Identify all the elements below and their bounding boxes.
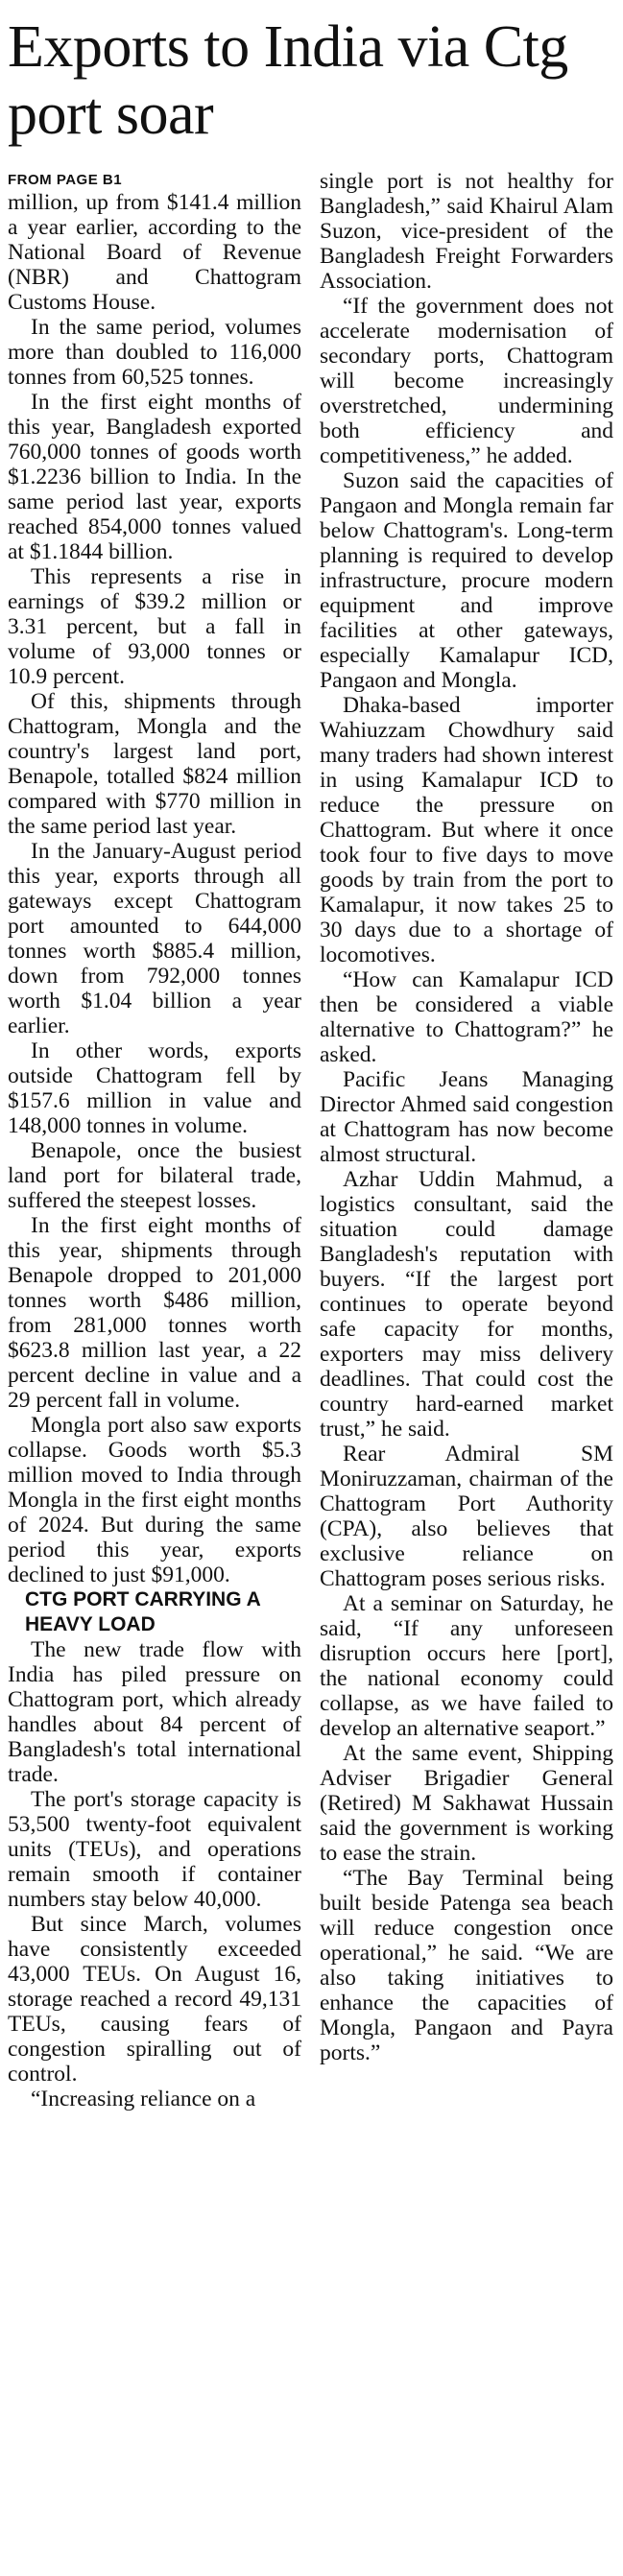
paragraph: At the same event, Shipping Adviser Brigadier General (Retired) M Sakhawat Hussain said the government is working to ease the strain. — [320, 1741, 613, 1866]
paragraph: In the January-August period this year, exports through all gateways except Chattogram port amounted to 644,000 tonnes worth $885.4 million, down from 792,000 tonnes worth $1.04 billion a year earlier. — [8, 839, 301, 1038]
paragraph: At a seminar on Saturday, he said, “If any unforeseen disruption occurs here [port], the national economy could collapse, as we have failed to develop an alternative seaport.” — [320, 1591, 613, 1741]
paragraph: This represents a rise in earnings of $39.2 million or 3.31 percent, but a fall in volume of 93,000 tonnes or 10.9 percent. — [8, 564, 301, 689]
paragraph: The port's storage capacity is 53,500 twenty-foot equivalent units (TEUs), and operations remain smooth if container numbers stay below 40,000. — [8, 1787, 301, 1912]
paragraph: Mongla port also saw exports collapse. Goods worth $5.3 million moved to India through Mongla in the first eight months of 2024. But during the same period this year, exports declined to just $91,000. — [8, 1413, 301, 1587]
paragraph: Suzon said the capacities of Pangaon and Mongla remain far below Chattogram's. Long-term planning is required to develop infrastructure, procure modern equipment and improve facilities at other gateways, especially Kamalapur ICD, Pangaon and Mongla. — [320, 468, 613, 693]
paragraph: Rear Admiral SM Moniruzzaman, chairman of the Chattogram Port Authority (CPA), also believes that exclusive reliance on Chattogram poses serious risks. — [320, 1442, 613, 1591]
paragraph: The new trade flow with India has piled pressure on Chattogram port, which already handles about 84 percent of Bangladesh's total international trade. — [8, 1637, 301, 1787]
paragraph: In the first eight months of this year, Bangladesh exported 760,000 tonnes of goods worth $1.2236 billion to India. In the same period last year, exports reached 854,000 tonnes valued at $1.1844 billion. — [8, 390, 301, 564]
paragraph: Pacific Jeans Managing Director Ahmed said congestion at Chattogram has now become almost structural. — [320, 1067, 613, 1167]
paragraph: In other words, exports outside Chattogram fell by $157.6 million in value and 148,000 tonnes in volume. — [8, 1038, 301, 1138]
paragraph: Benapole, once the busiest land port for bilateral trade, suffered the steepest losses. — [8, 1138, 301, 1213]
paragraph: single port is not healthy for Bangladesh,” said Khairul Alam Suzon, vice-president of the Bangladesh Freight Forwarders Association. — [320, 169, 613, 294]
continuation-label: FROM PAGE B1 — [8, 172, 123, 188]
paragraph: “If the government does not accelerate modernisation of secondary ports, Chattogram will become increasingly overstretched, undermining both efficiency and competitiveness,” he added. — [320, 294, 613, 468]
paragraph: But since March, volumes have consistently exceeded 43,000 TEUs. On August 16, storage reached a record 49,131 TEUs, causing fears of congestion spiralling out of control. — [8, 1912, 301, 2087]
paragraph: “The Bay Terminal being built beside Patenga sea beach will reduce congestion once operational,” he said. “We are also taking initiatives to enhance the capacities of Mongla, Pangaon and Payra ports.” — [320, 1866, 613, 2065]
subheading: CTG PORT CARRYING A HEAVY LOAD — [25, 1588, 260, 1635]
paragraph: In the same period, volumes more than doubled to 116,000 tonnes from 60,525 tonnes. — [8, 315, 301, 390]
headline: Exports to India via Ctg port soar — [8, 14, 568, 147]
paragraph: “How can Kamalapur ICD then be considered a viable alternative to Chattogram?” he asked. — [320, 967, 613, 1067]
paragraph: Azhar Uddin Mahmud, a logistics consultant, said the situation could damage Bangladesh's reputation with buyers. “If the largest port continues to operate beyond safe capacity for months, exporters may miss delivery deadlines. That could cost the country hard-earned market trust,” he said. — [320, 1167, 613, 1442]
paragraph: Of this, shipments through Chattogram, Mongla and the country's largest land port, Benapole, totalled $824 million compared with $770 million in the same period last year. — [8, 689, 301, 839]
left-column — [8, 171, 301, 2111]
right-column — [320, 169, 613, 2065]
paragraph: million, up from $141.4 million a year earlier, according to the National Board of Revenue (NBR) and Chattogram Customs House. — [8, 190, 301, 315]
paragraph: “Increasing reliance on a — [31, 2087, 256, 2111]
paragraph: Dhaka-based importer Wahiuzzam Chowdhury said many traders had shown interest in using Kamalapur ICD to reduce the pressure on Chattogram. But where it once took four to five days to move goods by train from the port to Kamalapur, it now takes 25 to 30 days due to a shortage of locomotives. — [320, 693, 613, 967]
paragraph: In the first eight months of this year, shipments through Benapole dropped to 201,000 tonnes worth $486 million, from 281,000 tonnes worth $623.8 million last year, a 22 percent decline in value and a 29 percent fall in volume. — [8, 1213, 301, 1413]
